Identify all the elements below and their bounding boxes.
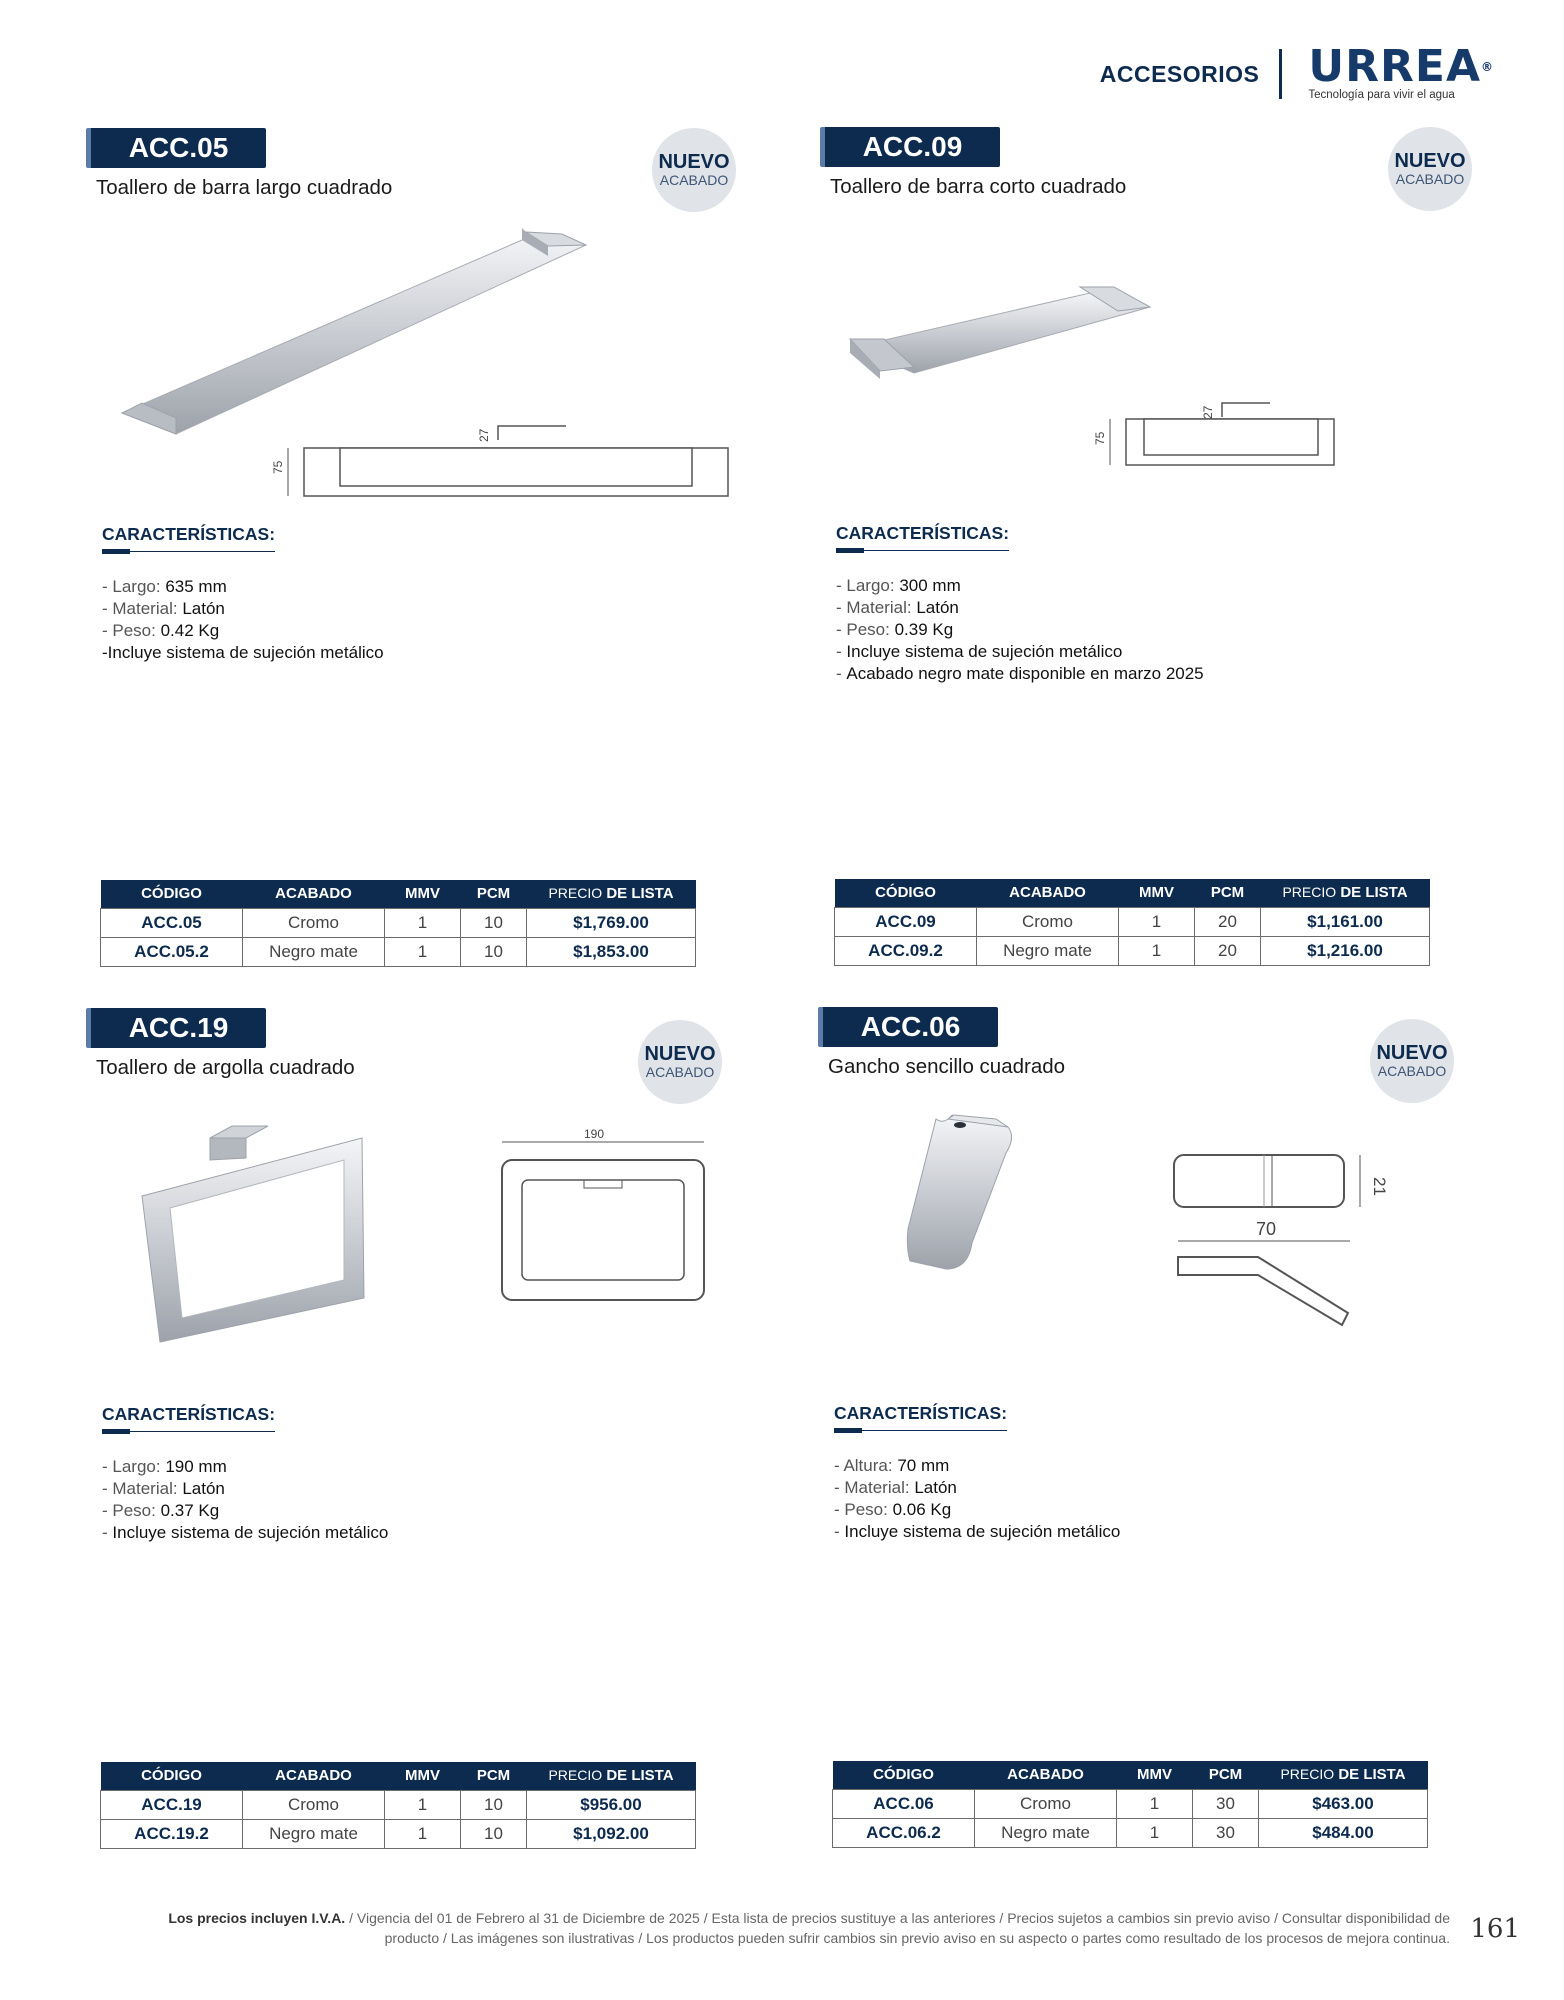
page-number: 161 (1470, 1914, 1520, 1944)
footer-disclaimer (140, 1908, 1450, 1948)
brand-tagline: Tecnología para vivir el agua (1308, 89, 1455, 101)
dim-length-label: 70 (1256, 1219, 1277, 1239)
footer-bold: Los precios incluyen I.V.A. (168, 1910, 346, 1926)
table-row: ACC.06.2 Negro mate 1 30 $484.00 (833, 1818, 1428, 1847)
col-pcm: PCM (461, 880, 527, 908)
col-precio: PRECIO DE LISTA (1259, 1761, 1428, 1789)
characteristics-block (836, 523, 1204, 685)
characteristics-block (102, 1404, 388, 1544)
col-codigo: CÓDIGO (101, 880, 243, 908)
characteristics-title: CARACTERÍSTICAS: (102, 1404, 275, 1432)
product-name: Toallero de barra largo cuadrado (96, 176, 393, 199)
table-row: ACC.05.2 Negro mate 1 10 $1,853.00 (101, 937, 696, 966)
dim-height-label: 75 (1093, 431, 1107, 445)
col-acabado: ACABADO (243, 880, 385, 908)
col-codigo: CÓDIGO (833, 1761, 975, 1789)
col-pcm: PCM (1195, 879, 1261, 907)
table-row: ACC.05 Cromo 1 10 $1,769.00 (101, 908, 696, 937)
spec-item: - Peso: 0.39 Kg (836, 620, 954, 639)
col-precio: PRECIO DE LISTA (1261, 879, 1430, 907)
characteristics-block (834, 1403, 1120, 1543)
badge-line2: ACABADO (659, 172, 729, 188)
spec-list (836, 575, 1204, 685)
characteristics-block (102, 524, 384, 664)
badge-line2: ACABADO (645, 1064, 715, 1080)
header-divider (1279, 49, 1282, 99)
dimension-drawing-acc09 (820, 127, 1520, 507)
price-table (832, 1761, 1428, 1848)
spec-item: - Largo: 190 mm (102, 1457, 227, 1476)
product-name: Gancho sencillo cuadrado (828, 1055, 1066, 1078)
section-title: ACCESORIOS (1099, 60, 1260, 87)
spec-item: - Incluye sistema de sujeción metálico (836, 642, 1123, 661)
spec-item: - Incluye sistema de sujeción metálico (834, 1522, 1121, 1541)
col-pcm: PCM (461, 1762, 527, 1790)
dimension-drawing-acc05 (86, 128, 786, 508)
footer-text: / Vigencia del 01 de Febrero al 31 de Diciembre de 2025 / Esta lista de precios sustituye a las anteriores / Precios sujetos a cambios sin previo aviso / Consultar disponibilidad de producto / Las imágenes son ilustrativas / Los productos pueden sufrir cambios sin previo aviso en su aspecto o partes como resultado de los procesos de mejora continua. (345, 1910, 1450, 1946)
dim-width-label: 190 (584, 1127, 605, 1141)
price-table (100, 1762, 696, 1849)
dim-height-label: 75 (271, 460, 285, 474)
product-card-acc19 (86, 1008, 786, 1888)
dimension-drawing-acc06 (818, 1007, 1518, 1387)
col-codigo: CÓDIGO (835, 879, 977, 907)
spec-item: - Peso: 0.37 Kg (102, 1501, 220, 1520)
spec-item: - Material: Latón (102, 1479, 225, 1498)
characteristics-title: CARACTERÍSTICAS: (836, 523, 1009, 551)
spec-item: - Material: Latón (102, 599, 225, 618)
table-row: ACC.06 Cromo 1 30 $463.00 (833, 1789, 1428, 1818)
table-row: ACC.09 Cromo 1 20 $1,161.00 (835, 907, 1430, 936)
page-header (1099, 41, 1494, 102)
spec-list (834, 1455, 1120, 1543)
price-table (100, 880, 696, 967)
spec-item: - Material: Latón (836, 598, 959, 617)
spec-item: - Altura: 70 mm (834, 1456, 950, 1475)
col-mmv: MMV (1117, 1761, 1193, 1789)
badge-line1: NUEVO (658, 151, 730, 173)
badge-line2: ACABADO (1395, 171, 1465, 187)
table-row: ACC.09.2 Negro mate 1 20 $1,216.00 (835, 936, 1430, 965)
spec-list (102, 576, 384, 664)
col-precio: PRECIO DE LISTA (527, 880, 696, 908)
badge-line1: NUEVO (644, 1043, 716, 1065)
spec-item: - Largo: 635 mm (102, 577, 227, 596)
badge-line1: NUEVO (1394, 150, 1466, 172)
spec-item: -Incluye sistema de sujeción metálico (102, 643, 384, 662)
col-acabado: ACABADO (977, 879, 1119, 907)
spec-item: - Material: Latón (834, 1478, 957, 1497)
price-table (834, 879, 1430, 966)
spec-item: - Peso: 0.42 Kg (102, 621, 220, 640)
product-code-tab: ACC.09 (820, 127, 1000, 167)
table-row: ACC.19 Cromo 1 10 $956.00 (101, 1790, 696, 1819)
spec-item: - Incluye sistema de sujeción metálico (102, 1523, 389, 1542)
col-acabado: ACABADO (243, 1762, 385, 1790)
col-pcm: PCM (1193, 1761, 1259, 1789)
product-code-tab: ACC.06 (818, 1007, 998, 1047)
dimension-drawing-acc19 (86, 1008, 786, 1388)
product-name: Toallero de argolla cuadrado (96, 1056, 355, 1079)
dim-width-label: 21 (1370, 1177, 1389, 1196)
dim-depth-label: 27 (1201, 405, 1215, 419)
col-mmv: MMV (385, 1762, 461, 1790)
spec-item: - Largo: 300 mm (836, 576, 961, 595)
product-card-acc05 (86, 128, 786, 1008)
brand-logo (1308, 41, 1494, 101)
col-precio: PRECIO DE LISTA (527, 1762, 696, 1790)
brand-name: URREA® (1308, 41, 1494, 92)
product-name: Toallero de barra corto cuadrado (830, 175, 1127, 198)
badge-line2: ACABADO (1377, 1063, 1447, 1079)
product-card-acc09 (820, 127, 1520, 1007)
dim-depth-label: 27 (477, 428, 491, 442)
spec-item: - Peso: 0.06 Kg (834, 1500, 952, 1519)
col-codigo: CÓDIGO (101, 1762, 243, 1790)
col-mmv: MMV (1119, 879, 1195, 907)
product-card-acc06 (818, 1007, 1518, 1887)
table-row: ACC.19.2 Negro mate 1 10 $1,092.00 (101, 1819, 696, 1848)
col-acabado: ACABADO (975, 1761, 1117, 1789)
badge-line1: NUEVO (1376, 1042, 1448, 1064)
characteristics-title: CARACTERÍSTICAS: (834, 1403, 1007, 1431)
spec-list (102, 1456, 388, 1544)
product-code-tab: ACC.19 (86, 1008, 266, 1048)
characteristics-title: CARACTERÍSTICAS: (102, 524, 275, 552)
product-code-tab: ACC.05 (86, 128, 266, 168)
spec-item: - Acabado negro mate disponible en marzo 2025 (836, 664, 1204, 683)
col-mmv: MMV (385, 880, 461, 908)
